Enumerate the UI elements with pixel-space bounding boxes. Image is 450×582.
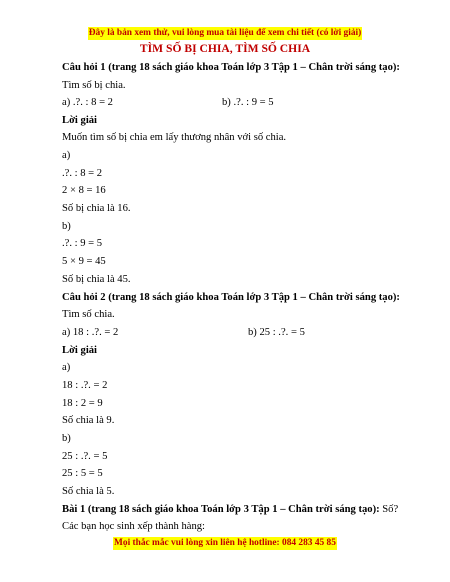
bai1-heading-tail: Số?: [379, 504, 399, 515]
q1-option-a: a) .?. : 8 = 2: [62, 97, 113, 108]
q1-options-row: [62, 96, 410, 109]
q2-solution-line: Số chia là 5.: [62, 486, 115, 497]
q1-prompt: Tìm số bị chia.: [62, 80, 126, 91]
q2-heading: Câu hỏi 2 (trang 18 sách giáo khoa Toán lớp 3 Tập 1 – Chân trời sáng tạo):: [62, 292, 400, 303]
q1-solution-label: Lời giải: [62, 115, 98, 126]
q1-solution-line: a): [62, 150, 71, 161]
q2-solution-line: 25 : .?. = 5: [62, 451, 108, 462]
q2-solution-line: 18 : 2 = 9: [62, 398, 103, 409]
preview-banner: Đây là bản xem thử, vui lòng mua tài liệu để xem chi tiết (có lời giải): [88, 28, 362, 38]
q2-prompt: Tìm số chia.: [62, 309, 115, 320]
q1-solution-line: .?. : 9 = 5: [62, 238, 103, 249]
bai1-prompt: Các bạn học sinh xếp thành hàng:: [62, 521, 205, 532]
preview-banner-row: [0, 26, 450, 40]
footer-row: [0, 536, 450, 550]
document-title: TÌM SỐ BỊ CHIA, TÌM SỐ CHIA: [139, 42, 311, 55]
q1-solution-line: Số bị chia là 45.: [62, 274, 131, 285]
q1-heading: Câu hỏi 1 (trang 18 sách giáo khoa Toán lớp 3 Tập 1 – Chân trời sáng tạo):: [62, 62, 400, 73]
footer-hotline: Mọi thắc mắc vui lòng xin liên hệ hotline: 084 283 45 85: [114, 538, 336, 548]
q1-solution-line: .?. : 8 = 2: [62, 168, 103, 179]
q2-options-row: [62, 326, 410, 339]
q2-solution-line: 18 : .?. = 2: [62, 380, 108, 391]
q1-option-b: b) .?. : 9 = 5: [222, 97, 274, 108]
q1-solution-line: 2 × 8 = 16: [62, 185, 106, 196]
q2-solution-line: a): [62, 362, 71, 373]
bai1-heading-row: [62, 503, 410, 516]
q1-solution-line: 5 × 9 = 45: [62, 256, 106, 267]
bai1-heading: Bài 1 (trang 18 sách giáo khoa Toán lớp 3 Tập 1 – Chân trời sáng tạo):: [62, 504, 380, 515]
q1-solution-line: Muốn tìm số bị chia em lấy thương nhân với số chia.: [62, 132, 287, 143]
q2-option-a: a) 18 : .?. = 2: [62, 327, 119, 338]
q1-solution-line: Số bị chia là 16.: [62, 203, 131, 214]
q1-solution-line: b): [62, 221, 71, 232]
q2-solution-line: b): [62, 433, 71, 444]
q2-solution-label: Lời giải: [62, 345, 98, 356]
q2-option-b: b) 25 : .?. = 5: [248, 327, 305, 338]
q2-solution-line: Số chia là 9.: [62, 415, 115, 426]
q2-solution-line: 25 : 5 = 5: [62, 468, 103, 479]
